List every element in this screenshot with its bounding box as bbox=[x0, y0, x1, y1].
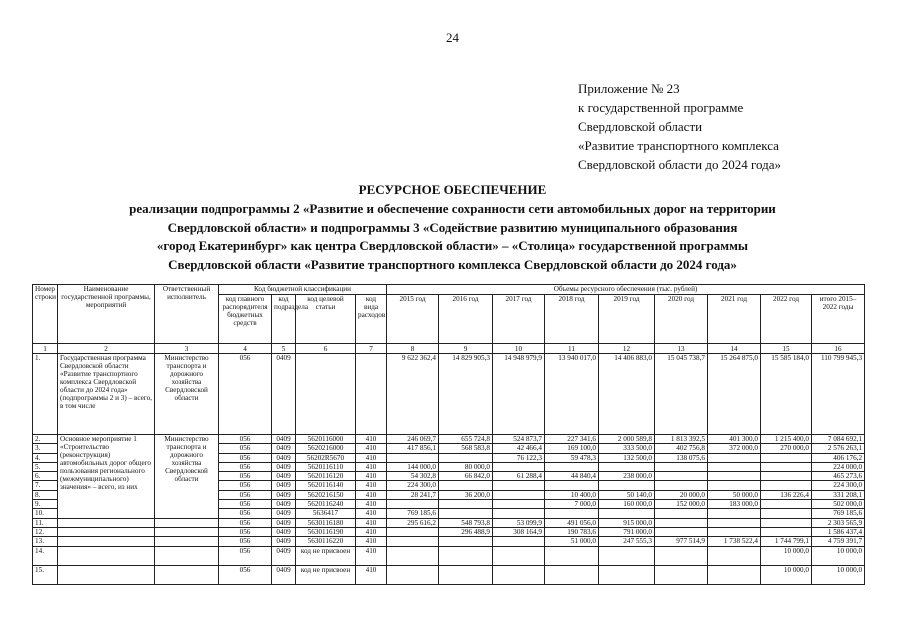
expense-code: 410 bbox=[356, 435, 387, 444]
year-value: 296 488,9 bbox=[439, 527, 493, 536]
header-target-code: код целевой статьи bbox=[296, 295, 356, 344]
year-value: 183 000,0 bbox=[708, 500, 761, 509]
subsection-code: 0409 bbox=[272, 537, 296, 546]
header-year: 2021 год bbox=[708, 295, 761, 344]
year-value: 15 264 875,0 bbox=[708, 354, 761, 435]
year-value: 15 585 184,0 bbox=[761, 354, 812, 435]
year-value bbox=[599, 546, 655, 565]
column-number-cell: 8 bbox=[387, 344, 439, 354]
year-value bbox=[599, 481, 655, 490]
year-value: 54 302,8 bbox=[387, 472, 439, 481]
year-value: 50 000,0 bbox=[708, 490, 761, 499]
year-value bbox=[708, 481, 761, 490]
year-value bbox=[439, 500, 493, 509]
year-value bbox=[708, 527, 761, 536]
year-value bbox=[387, 565, 439, 584]
year-value: 246 069,7 bbox=[387, 435, 439, 444]
header-total: итого 2015–2022 годы bbox=[812, 295, 865, 344]
grbs-code: 056 bbox=[219, 462, 272, 471]
row-number: 5. bbox=[33, 462, 58, 471]
year-value bbox=[439, 509, 493, 518]
year-value: 144 000,0 bbox=[387, 462, 439, 471]
target-code: 5620116120 bbox=[296, 472, 356, 481]
year-value bbox=[655, 546, 708, 565]
target-code: 5620216000 bbox=[296, 444, 356, 453]
year-value bbox=[493, 546, 545, 565]
year-value bbox=[599, 565, 655, 584]
table-row bbox=[33, 537, 865, 546]
year-value: 9 622 362,4 bbox=[387, 354, 439, 435]
expense-code bbox=[356, 354, 387, 435]
year-value: 28 241,7 bbox=[387, 490, 439, 499]
expense-code: 410 bbox=[356, 490, 387, 499]
year-value bbox=[387, 546, 439, 565]
column-number-cell: 12 bbox=[599, 344, 655, 354]
year-value: 61 288,4 bbox=[493, 472, 545, 481]
total-value: 465 273,6 bbox=[812, 472, 865, 481]
year-value bbox=[493, 565, 545, 584]
year-value: 977 514,9 bbox=[655, 537, 708, 546]
total-value: 1 586 437,4 bbox=[812, 527, 865, 536]
year-value: 1 215 400,0 bbox=[761, 435, 812, 444]
year-value bbox=[761, 509, 812, 518]
header-name: Наименование государственной программы, мероприятий bbox=[58, 285, 155, 344]
subsection-code: 0409 bbox=[272, 444, 296, 453]
subsection-code: 0409 bbox=[272, 518, 296, 527]
column-number-cell: 10 bbox=[493, 344, 545, 354]
year-value: 1 744 799,1 bbox=[761, 537, 812, 546]
year-value bbox=[761, 481, 812, 490]
total-value: 406 176,2 bbox=[812, 453, 865, 462]
table-row bbox=[33, 565, 865, 584]
year-value bbox=[761, 453, 812, 462]
year-value bbox=[387, 537, 439, 546]
expense-code: 410 bbox=[356, 444, 387, 453]
table-row bbox=[33, 435, 865, 444]
year-value: 59 478,3 bbox=[545, 453, 599, 462]
title-line: реализации подпрограммы 2 «Развитие и обеспечение сохранности сети автомобильных дорог на территории bbox=[129, 200, 776, 216]
year-value: 42 466,4 bbox=[493, 444, 545, 453]
subsection-code: 0409 bbox=[272, 546, 296, 565]
year-value: 138 075,6 bbox=[655, 453, 708, 462]
empty-cell bbox=[58, 537, 155, 546]
expense-code: 410 bbox=[356, 453, 387, 462]
total-value: 224 300,0 bbox=[812, 481, 865, 490]
empty-cell bbox=[155, 546, 219, 565]
year-value bbox=[545, 462, 599, 471]
header-year: 2020 год bbox=[655, 295, 708, 344]
column-number-cell: 11 bbox=[545, 344, 599, 354]
subsection-code: 0409 bbox=[272, 354, 296, 435]
row-number: 12. bbox=[33, 527, 58, 536]
target-code: 56202R5670 bbox=[296, 453, 356, 462]
year-value bbox=[493, 462, 545, 471]
expense-code: 410 bbox=[356, 462, 387, 471]
expense-code: 410 bbox=[356, 537, 387, 546]
column-number-cell: 1 bbox=[33, 344, 58, 354]
year-value bbox=[545, 546, 599, 565]
empty-cell bbox=[155, 527, 219, 536]
column-number-cell: 2 bbox=[58, 344, 155, 354]
subsection-code: 0409 bbox=[272, 472, 296, 481]
header-row-number: Номер строки bbox=[33, 285, 58, 344]
subsection-code: 0409 bbox=[272, 490, 296, 499]
empty-cell bbox=[155, 565, 219, 584]
expense-code: 410 bbox=[356, 565, 387, 584]
executor-name: Министерство транспорта и дорожного хозяйства Свердловской области bbox=[155, 435, 219, 519]
column-number-cell: 6 bbox=[296, 344, 356, 354]
year-value: 568 583,8 bbox=[439, 444, 493, 453]
year-value bbox=[761, 527, 812, 536]
row-number: 8. bbox=[33, 490, 58, 499]
row-number: 9. bbox=[33, 500, 58, 509]
row-number: 14. bbox=[33, 546, 58, 565]
year-value: 7 000,0 bbox=[545, 500, 599, 509]
total-value: 7 084 692,1 bbox=[812, 435, 865, 444]
year-value: 20 000,0 bbox=[655, 490, 708, 499]
grbs-code: 056 bbox=[219, 565, 272, 584]
year-value: 14 948 979,9 bbox=[493, 354, 545, 435]
subsection-code: 0409 bbox=[272, 462, 296, 471]
year-value: 270 000,0 bbox=[761, 444, 812, 453]
year-value bbox=[761, 518, 812, 527]
row-number: 2. bbox=[33, 435, 58, 444]
grbs-code: 056 bbox=[219, 481, 272, 490]
year-value bbox=[545, 481, 599, 490]
grbs-code: 056 bbox=[219, 546, 272, 565]
title-line: Свердловской области «Развитие транспортного комплекса Свердловской области до 2024 года» bbox=[168, 257, 737, 273]
year-value bbox=[439, 481, 493, 490]
year-value: 132 500,0 bbox=[599, 453, 655, 462]
table-row bbox=[33, 354, 865, 435]
target-code: 5630116190 bbox=[296, 527, 356, 536]
header-budget-codes: Код бюджетной классификации bbox=[219, 285, 387, 295]
year-value: 402 756,8 bbox=[655, 444, 708, 453]
empty-cell bbox=[155, 518, 219, 527]
grbs-code: 056 bbox=[219, 490, 272, 499]
year-value bbox=[655, 565, 708, 584]
year-value bbox=[655, 481, 708, 490]
grbs-code: 056 bbox=[219, 472, 272, 481]
year-value: 190 783,6 bbox=[545, 527, 599, 536]
header-year: 2022 год bbox=[761, 295, 812, 344]
expense-code: 410 bbox=[356, 509, 387, 518]
year-value bbox=[545, 509, 599, 518]
column-number-cell: 16 bbox=[812, 344, 865, 354]
document-title bbox=[40, 181, 865, 275]
year-value: 769 185,6 bbox=[387, 509, 439, 518]
appendix-line: к государственной программе bbox=[578, 100, 744, 115]
year-value: 1 813 392,5 bbox=[655, 435, 708, 444]
grbs-code: 056 bbox=[219, 453, 272, 462]
grbs-code: 056 bbox=[219, 500, 272, 509]
year-value: 224 300,0 bbox=[387, 481, 439, 490]
year-value: 417 856,1 bbox=[387, 444, 439, 453]
year-value bbox=[708, 509, 761, 518]
grbs-code: 056 bbox=[219, 527, 272, 536]
header-year: 2015 год bbox=[387, 295, 439, 344]
expense-code: 410 bbox=[356, 500, 387, 509]
total-value: 2 303 565,9 bbox=[812, 518, 865, 527]
column-number-cell: 4 bbox=[219, 344, 272, 354]
expense-code: 410 bbox=[356, 546, 387, 565]
column-number-cell: 9 bbox=[439, 344, 493, 354]
column-number-cell: 3 bbox=[155, 344, 219, 354]
row-number: 6. bbox=[33, 472, 58, 481]
year-value bbox=[708, 462, 761, 471]
year-value bbox=[761, 472, 812, 481]
total-value: 4 759 391,7 bbox=[812, 537, 865, 546]
year-value: 14 829 905,3 bbox=[439, 354, 493, 435]
table-row bbox=[33, 518, 865, 527]
expense-code: 410 bbox=[356, 481, 387, 490]
title-line: РЕСУРСНОЕ ОБЕСПЕЧЕНИЕ bbox=[358, 182, 547, 197]
column-number-cell: 15 bbox=[761, 344, 812, 354]
empty-cell bbox=[58, 518, 155, 527]
column-number-cell: 14 bbox=[708, 344, 761, 354]
year-value bbox=[655, 509, 708, 518]
row-number: 1. bbox=[33, 354, 58, 435]
executor-name: Министерство транспорта и дорожного хозяйства Свердловской области bbox=[155, 354, 219, 435]
year-value: 51 000,0 bbox=[545, 537, 599, 546]
year-value: 169 100,0 bbox=[545, 444, 599, 453]
row-number: 3. bbox=[33, 444, 58, 453]
target-code: 5620116000 bbox=[296, 435, 356, 444]
year-value bbox=[708, 546, 761, 565]
year-value: 136 226,4 bbox=[761, 490, 812, 499]
total-value: 10 000,0 bbox=[812, 546, 865, 565]
page-number: 24 bbox=[446, 30, 459, 45]
year-value bbox=[493, 509, 545, 518]
year-value bbox=[545, 565, 599, 584]
target-code bbox=[296, 354, 356, 435]
subsection-code: 0409 bbox=[272, 481, 296, 490]
year-value: 152 000,0 bbox=[655, 500, 708, 509]
expense-code: 410 bbox=[356, 472, 387, 481]
appendix-line: Приложение № 23 bbox=[578, 81, 680, 96]
target-code: код не присвоен bbox=[296, 565, 356, 584]
year-value bbox=[387, 527, 439, 536]
target-code: 5630116220 bbox=[296, 537, 356, 546]
year-value bbox=[439, 565, 493, 584]
subsection-code: 0409 bbox=[272, 435, 296, 444]
target-code: 5620116110 bbox=[296, 462, 356, 471]
appendix-line: Свердловской области bbox=[578, 119, 703, 134]
table-row bbox=[33, 527, 865, 536]
grbs-code: 056 bbox=[219, 509, 272, 518]
year-value: 10 000,0 bbox=[761, 546, 812, 565]
row-number: 13. bbox=[33, 537, 58, 546]
year-value bbox=[439, 453, 493, 462]
target-code: код не присвоен bbox=[296, 546, 356, 565]
total-value: 2 576 263,1 bbox=[812, 444, 865, 453]
year-value: 14 406 883,0 bbox=[599, 354, 655, 435]
year-value: 791 000,0 bbox=[599, 527, 655, 536]
year-value bbox=[708, 518, 761, 527]
row-number: 15. bbox=[33, 565, 58, 584]
activity-name: Основное мероприятие 1 «Строительство (реконструкция) автомобильных дорог общего пользования регионального (межмуниципального) значения» – всего, из них bbox=[58, 435, 155, 519]
subsection-code: 0409 bbox=[272, 509, 296, 518]
year-value bbox=[761, 500, 812, 509]
expense-code: 410 bbox=[356, 527, 387, 536]
title-line: Свердловской области» и подпрограммы 3 «Содействие развитию муниципального образования bbox=[167, 219, 738, 235]
year-value bbox=[599, 462, 655, 471]
year-value: 491 056,0 bbox=[545, 518, 599, 527]
subsection-code: 0409 bbox=[272, 565, 296, 584]
header-year: 2017 год bbox=[493, 295, 545, 344]
year-value: 333 500,0 bbox=[599, 444, 655, 453]
grbs-code: 056 bbox=[219, 518, 272, 527]
row-number: 10. bbox=[33, 509, 58, 518]
subsection-code: 0409 bbox=[272, 453, 296, 462]
appendix-line: «Развитие транспортного комплекса bbox=[578, 138, 779, 153]
empty-cell bbox=[155, 537, 219, 546]
header-year: 2016 год bbox=[439, 295, 493, 344]
year-value bbox=[655, 518, 708, 527]
subsection-code: 0409 bbox=[272, 527, 296, 536]
year-value: 160 000,0 bbox=[599, 500, 655, 509]
year-value: 295 616,2 bbox=[387, 518, 439, 527]
year-value: 66 842,0 bbox=[439, 472, 493, 481]
header-year: 2018 год bbox=[545, 295, 599, 344]
header-year: 2019 год bbox=[599, 295, 655, 344]
year-value: 915 000,0 bbox=[599, 518, 655, 527]
year-value bbox=[387, 500, 439, 509]
year-value: 13 940 017,0 bbox=[545, 354, 599, 435]
year-value bbox=[599, 509, 655, 518]
year-value: 524 873,7 bbox=[493, 435, 545, 444]
total-value: 769 185,6 bbox=[812, 509, 865, 518]
year-value bbox=[493, 500, 545, 509]
year-value: 10 000,0 bbox=[761, 565, 812, 584]
year-value: 2 000 589,8 bbox=[599, 435, 655, 444]
header-expense-code: код вида расходов bbox=[356, 295, 387, 344]
column-number-cell: 5 bbox=[272, 344, 296, 354]
year-value bbox=[761, 462, 812, 471]
target-code: 5630116180 bbox=[296, 518, 356, 527]
year-value: 80 000,0 bbox=[439, 462, 493, 471]
table-row bbox=[33, 546, 865, 565]
year-value: 50 140,0 bbox=[599, 490, 655, 499]
target-code: 5620116140 bbox=[296, 481, 356, 490]
year-value: 15 045 738,7 bbox=[655, 354, 708, 435]
program-name: Государственная программа Свердловской области «Развитие транспортного комплекса Свердловской области до 2024 года» (подпрограммы 2 и 3) – всего, в том числе bbox=[58, 354, 155, 435]
year-value bbox=[439, 546, 493, 565]
year-value: 548 793,8 bbox=[439, 518, 493, 527]
empty-cell bbox=[58, 546, 155, 565]
empty-cell bbox=[58, 527, 155, 536]
expense-code: 410 bbox=[356, 518, 387, 527]
row-number: 11. bbox=[33, 518, 58, 527]
year-value: 53 099,9 bbox=[493, 518, 545, 527]
subsection-code: 0409 bbox=[272, 500, 296, 509]
year-value: 247 555,3 bbox=[599, 537, 655, 546]
appendix-line: Свердловской области до 2024 года» bbox=[578, 157, 781, 172]
grbs-code: 056 bbox=[219, 444, 272, 453]
target-code: 5620116240 bbox=[296, 500, 356, 509]
year-value: 238 000,0 bbox=[599, 472, 655, 481]
year-value: 10 400,0 bbox=[545, 490, 599, 499]
year-value bbox=[655, 527, 708, 536]
total-value: 10 000,0 bbox=[812, 565, 865, 584]
year-value bbox=[387, 453, 439, 462]
header-volumes: Объемы ресурсного обеспечения (тыс. рублей) bbox=[387, 285, 865, 295]
total-value: 331 208,1 bbox=[812, 490, 865, 499]
year-value: 372 000,0 bbox=[708, 444, 761, 453]
column-number-cell: 7 bbox=[356, 344, 387, 354]
grbs-code: 056 bbox=[219, 537, 272, 546]
year-value: 655 724,8 bbox=[439, 435, 493, 444]
header-grbs-code: код главного распорядителя бюджетных средств bbox=[219, 295, 272, 344]
header-executor: Ответственный исполнитель bbox=[155, 285, 219, 344]
total-value: 110 799 945,3 bbox=[812, 354, 865, 435]
year-value bbox=[708, 453, 761, 462]
year-value: 1 738 522,4 bbox=[708, 537, 761, 546]
year-value bbox=[493, 537, 545, 546]
year-value: 44 840,4 bbox=[545, 472, 599, 481]
header-subsection-code: код подраздела bbox=[272, 295, 296, 344]
year-value bbox=[439, 537, 493, 546]
year-value bbox=[493, 481, 545, 490]
row-number: 4. bbox=[33, 453, 58, 462]
year-value bbox=[655, 462, 708, 471]
grbs-code: 056 bbox=[219, 354, 272, 435]
total-value: 502 000,0 bbox=[812, 500, 865, 509]
column-number-cell: 13 bbox=[655, 344, 708, 354]
target-code: 5620216150 bbox=[296, 490, 356, 499]
year-value bbox=[708, 565, 761, 584]
empty-cell bbox=[58, 565, 155, 584]
year-value bbox=[708, 472, 761, 481]
total-value: 224 000,0 bbox=[812, 462, 865, 471]
row-number: 7. bbox=[33, 481, 58, 490]
title-line: «город Екатеринбург» как центра Свердловской области» – «Столица» государственной программы bbox=[156, 238, 749, 254]
resource-table bbox=[32, 284, 865, 585]
year-value bbox=[493, 490, 545, 499]
year-value: 36 200,0 bbox=[439, 490, 493, 499]
appendix-header bbox=[578, 79, 781, 174]
grbs-code: 056 bbox=[219, 435, 272, 444]
year-value bbox=[655, 472, 708, 481]
target-code: 5636417 bbox=[296, 509, 356, 518]
year-value: 308 164,9 bbox=[493, 527, 545, 536]
year-value: 227 341,6 bbox=[545, 435, 599, 444]
year-value: 401 300,0 bbox=[708, 435, 761, 444]
year-value: 76 122,3 bbox=[493, 453, 545, 462]
